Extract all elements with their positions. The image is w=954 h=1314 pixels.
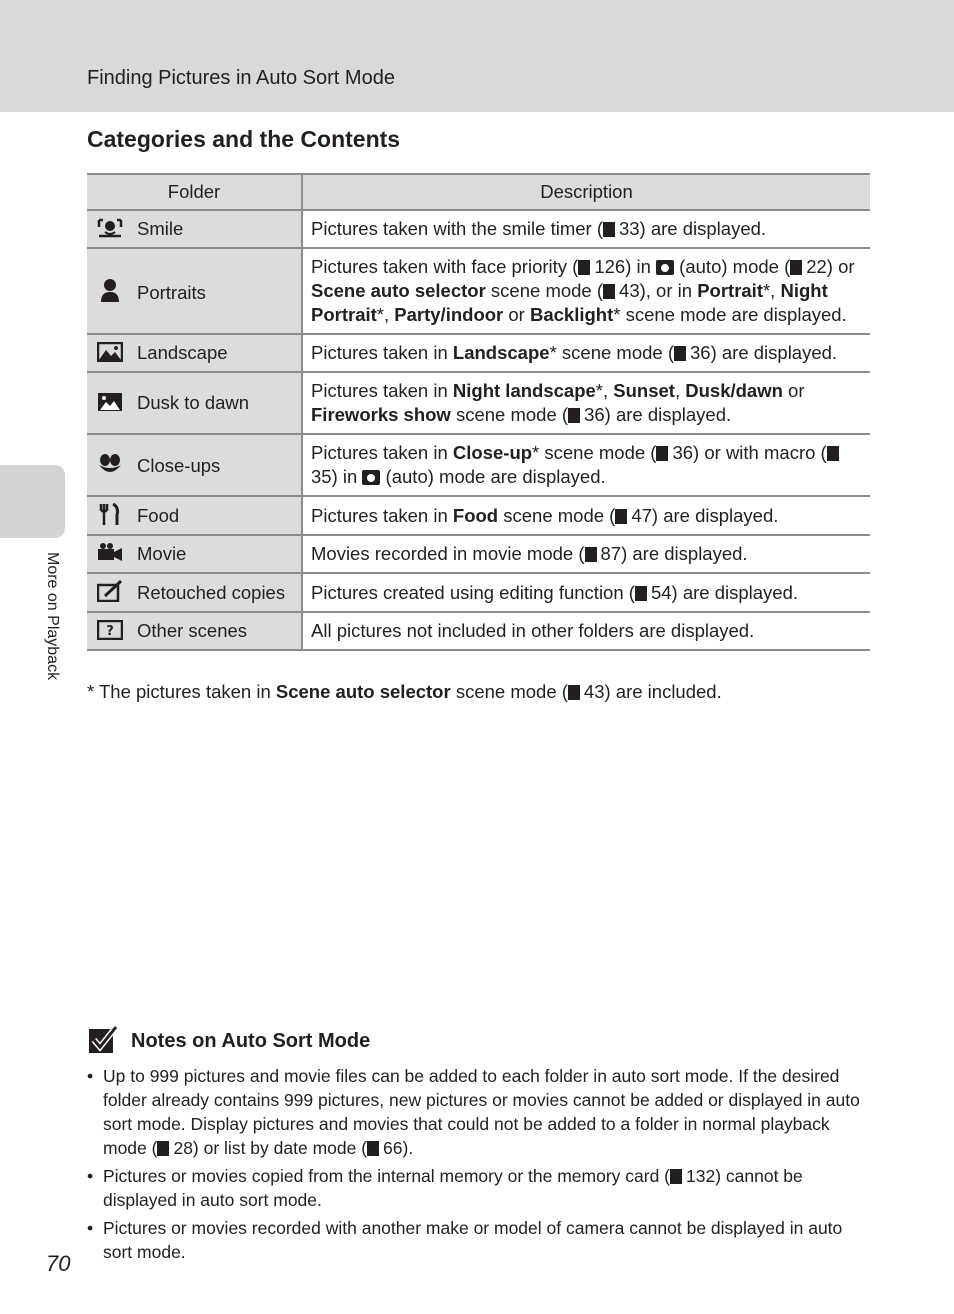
camera-mode-icon (362, 470, 380, 485)
folder-cell (87, 248, 302, 334)
folder-name: Other scenes (137, 620, 248, 641)
folder-description: Pictures created using editing function ( 54) are displayed. (302, 573, 870, 612)
note-item: • Pictures or movies recorded with another make or model of camera cannot be displayed in auto sort mode. (87, 1216, 872, 1264)
folder-column-header: Folder (87, 174, 302, 210)
folder-description: Pictures taken with face priority ( 126) in (auto) mode ( 22) or Scene auto selector scene mode ( 43), or in Portrait*, Night Portrait*, Party/indoor or Backlight* scene mode are displayed. (302, 248, 870, 334)
checkmark-note-icon (88, 1026, 118, 1054)
side-tab-label: More on Playback (44, 552, 61, 681)
folder-name: Food (137, 505, 180, 526)
page-reference-icon (603, 284, 615, 299)
page-reference-icon (367, 1141, 379, 1156)
page-number: 70 (46, 1251, 71, 1276)
table-row (87, 210, 870, 248)
camera-mode-icon (656, 260, 674, 275)
table-header-row (87, 174, 870, 210)
page-reference-icon (568, 408, 580, 423)
page-reference-icon (585, 547, 597, 562)
other-scenes-icon (97, 620, 123, 640)
folder-description: Pictures taken in Night landscape*, Sunset, Dusk/dawn or Fireworks show scene mode ( 36) are displayed. (302, 372, 870, 434)
folder-name: Retouched copies (137, 582, 286, 603)
folder-name: Smile (137, 218, 184, 239)
table-row (87, 612, 870, 650)
folder-description: Pictures taken in Food scene mode ( 47) are displayed. (302, 496, 870, 535)
retouch-icon (97, 580, 123, 602)
header-band (0, 0, 954, 112)
folder-cell (87, 573, 302, 612)
categories-table (87, 173, 870, 651)
notes-list (87, 1064, 872, 1268)
folder-name: Movie (137, 543, 187, 564)
folder-cell (87, 434, 302, 496)
folder-cell (87, 496, 302, 535)
svg-text:?: ? (106, 624, 114, 639)
note-item: • Pictures or movies copied from the internal memory or the memory card ( 132) cannot be displayed in auto sort mode. (87, 1164, 872, 1212)
page-reference-icon (670, 1169, 682, 1184)
close-up-icon (97, 453, 123, 475)
folder-description: Pictures taken in Close-up* scene mode ( 36) or with macro (35) in (auto) mode are displayed. (302, 434, 870, 496)
portrait-icon (97, 278, 123, 302)
dusk-to-dawn-icon (97, 392, 123, 412)
folder-cell (87, 210, 302, 248)
page-reference-icon (568, 685, 580, 700)
side-tab (0, 465, 65, 538)
section-title: Categories and the Contents (87, 126, 401, 152)
folder-cell (87, 372, 302, 434)
folder-description: Pictures taken in Landscape* scene mode ( 36) are displayed. (302, 334, 870, 372)
movie-icon (97, 543, 123, 563)
page-reference-icon (578, 260, 590, 275)
table-row (87, 535, 870, 573)
page-reference-icon (827, 446, 839, 461)
folder-name: Dusk to dawn (137, 392, 250, 413)
table-row (87, 573, 870, 612)
page-header-title: Finding Pictures in Auto Sort Mode (87, 67, 395, 89)
folder-name: Landscape (137, 342, 228, 363)
folder-description: Pictures taken with the smile timer ( 33) are displayed. (302, 210, 870, 248)
food-icon (97, 503, 123, 525)
landscape-icon (97, 342, 123, 362)
page-reference-icon (656, 446, 668, 461)
folder-name: Portraits (137, 281, 206, 303)
page-reference-icon (615, 509, 627, 524)
note-item: • Up to 999 pictures and movie files can be added to each folder in auto sort mode. If the desired folder already contains 999 pictures, new pictures or movies cannot be added or displayed in auto sort mode. Display pictures and movies that could not be added to a folder in normal playback mode ( 28) or list by date mode ( 66). (87, 1064, 872, 1160)
folder-description: Movies recorded in movie mode ( 87) are displayed. (302, 535, 870, 573)
page-reference-icon (674, 346, 686, 361)
folder-cell (87, 535, 302, 573)
table-row (87, 372, 870, 434)
folder-cell (87, 612, 302, 650)
table-row (87, 248, 870, 334)
table-row (87, 496, 870, 535)
page-reference-icon (635, 586, 647, 601)
notes-title: Notes on Auto Sort Mode (131, 1030, 371, 1052)
smile-icon (97, 218, 123, 238)
footnote: * The pictures taken in Scene auto selector scene mode ( 43) are included. (87, 681, 722, 702)
page-reference-icon (157, 1141, 169, 1156)
description-column-header: Description (302, 174, 870, 210)
folder-description: All pictures not included in other folders are displayed. (302, 612, 870, 650)
table-row (87, 434, 870, 496)
page-reference-icon (790, 260, 802, 275)
page-reference-icon (603, 222, 615, 237)
folder-cell (87, 334, 302, 372)
folder-name: Close-ups (137, 454, 221, 476)
table-row (87, 334, 870, 372)
